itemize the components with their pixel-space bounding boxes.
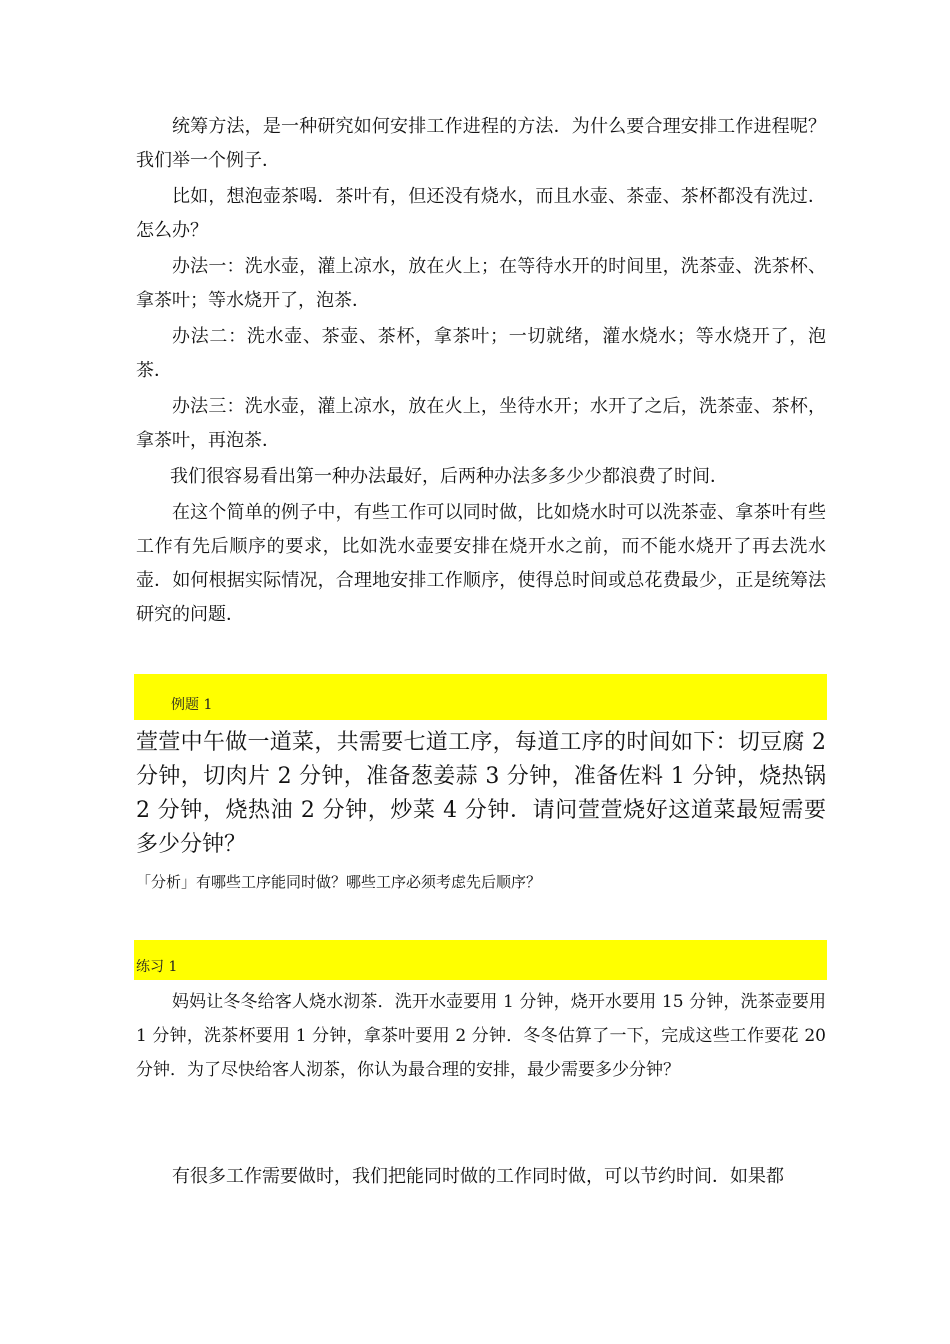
intro-paragraph-2: 比如，想泡壶茶喝．茶叶有，但还没有烧水，而且水壶、茶壶、茶杯都没有洗过．怎么办？	[136, 186, 826, 241]
example-1-label: 例题 1	[171, 697, 213, 713]
example-1-problem: 萱萱中午做一道菜，共需要七道工序，每道工序的时间如下：切豆腐 2 分钟，切肉片 2 分钟，准备葱姜蒜 3 分钟，准备佐料 1 分钟，烧热锅 2 分钟，烧热油 2 分钟，炒菜 4 分钟．请问萱萱烧好这道菜最短需要多少分钟？	[136, 730, 826, 857]
exercise-1-problem: 妈妈让冬冬给客人烧水沏茶．洗开水壶要用 1 分钟，烧开水要用 15 分钟，洗茶壶要用 1 分钟，洗茶杯要用 1 分钟，拿茶叶要用 2 分钟．冬冬估算了一下，完成这些工作要花 20 分钟．为了尽快给客人沏茶，你认为最合理的安排，最少需要多少分钟？	[136, 992, 826, 1080]
exercise-1-highlight-band	[134, 940, 827, 980]
method-three-paragraph: 办法三：洗水壶，灌上凉水，放在火上，坐待水开；水开了之后，洗茶壶、茶杯，拿茶叶，再泡茶．	[136, 396, 826, 451]
exercise-1-label: 练习 1	[136, 959, 178, 975]
example-1-analysis: 「分析」有哪些工序能同时做？哪些工序必须考虑先后顺序？	[136, 873, 542, 891]
method-one-paragraph: 办法一：洗水壶，灌上凉水，放在火上；在等待水开的时间里，洗茶壶、洗茶杯、拿茶叶；等水烧开了，泡茶．	[136, 256, 826, 311]
explanation-paragraph: 在这个简单的例子中，有些工作可以同时做，比如烧水时可以洗茶壶、拿茶叶有些工作有先后顺序的要求，比如洗水壶要安排在烧开水之前，而不能水烧开了再去洗水壶．如何根据实际情况，合理地安排工作顺序，使得总时间或总花费最少，正是统筹法研究的问题．	[136, 502, 826, 625]
example-1-highlight-band	[134, 674, 827, 720]
method-two-paragraph: 办法二：洗水壶、茶壶、茶杯，拿茶叶；一切就绪，灌水烧水；等水烧开了，泡茶．	[136, 326, 826, 381]
conclusion-paragraph: 我们很容易看出第一种办法最好，后两种办法多多少少都浪费了时间．	[170, 466, 728, 487]
closing-paragraph: 有很多工作需要做时，我们把能同时做的工作同时做，可以节约时间．如果都	[172, 1166, 784, 1187]
intro-paragraph-1: 统筹方法，是一种研究如何安排工作进程的方法．为什么要合理安排工作进程呢？我们举一个例子．	[136, 116, 826, 171]
